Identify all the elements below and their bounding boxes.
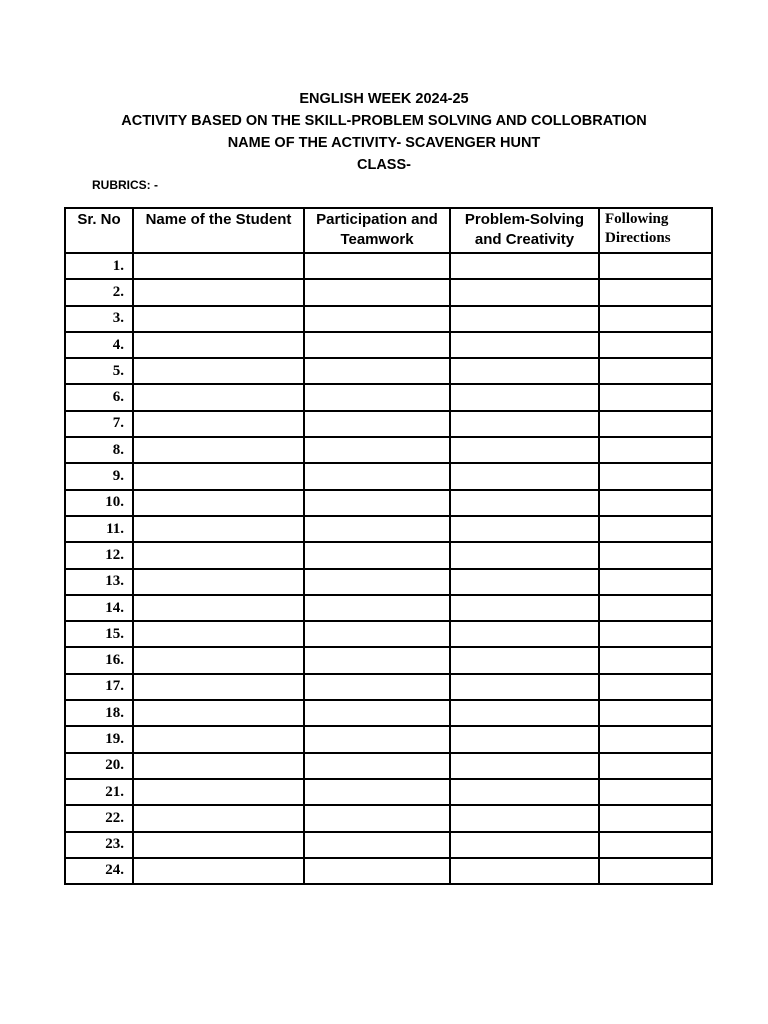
student-name-cell (133, 358, 304, 384)
student-name-cell (133, 674, 304, 700)
table-row (65, 490, 712, 516)
problem-solving-cell (450, 858, 599, 884)
problem-solving-cell (450, 700, 599, 726)
document-heading (0, 88, 768, 176)
participation-cell (304, 647, 450, 673)
row-serial-number: 11. (65, 516, 133, 542)
row-serial-number: 3. (65, 306, 133, 332)
participation-cell (304, 700, 450, 726)
following-directions-cell (599, 805, 712, 831)
problem-solving-cell (450, 490, 599, 516)
table-row (65, 569, 712, 595)
participation-cell (304, 306, 450, 332)
table-row (65, 647, 712, 673)
table-row (65, 306, 712, 332)
student-name-cell (133, 384, 304, 410)
table-row (65, 779, 712, 805)
student-name-cell (133, 647, 304, 673)
table-row (65, 858, 712, 884)
participation-cell (304, 595, 450, 621)
table-row (65, 437, 712, 463)
student-name-cell (133, 858, 304, 884)
following-directions-cell (599, 542, 712, 568)
table-row (65, 279, 712, 305)
problem-solving-cell (450, 621, 599, 647)
problem-solving-cell (450, 542, 599, 568)
following-directions-cell (599, 306, 712, 332)
student-name-cell (133, 621, 304, 647)
table-row (65, 358, 712, 384)
participation-cell (304, 516, 450, 542)
table-row (65, 253, 712, 279)
participation-cell (304, 253, 450, 279)
participation-cell (304, 411, 450, 437)
problem-solving-cell (450, 463, 599, 489)
following-directions-cell (599, 358, 712, 384)
class-label: CLASS- (357, 157, 411, 173)
activity-skill: ACTIVITY BASED ON THE SKILL-PROBLEM SOLVING AND COLLOBRATION (121, 113, 647, 129)
table-row (65, 332, 712, 358)
participation-cell (304, 490, 450, 516)
problem-solving-cell (450, 726, 599, 752)
following-directions-cell (599, 858, 712, 884)
problem-solving-cell (450, 384, 599, 410)
participation-cell (304, 832, 450, 858)
table-row (65, 384, 712, 410)
problem-solving-cell (450, 779, 599, 805)
following-directions-cell (599, 753, 712, 779)
participation-cell (304, 332, 450, 358)
student-name-cell (133, 569, 304, 595)
following-directions-cell (599, 779, 712, 805)
student-name-cell (133, 832, 304, 858)
participation-cell (304, 437, 450, 463)
table-row (65, 674, 712, 700)
student-name-cell (133, 542, 304, 568)
participation-cell (304, 805, 450, 831)
activity-name: NAME OF THE ACTIVITY- SCAVENGER HUNT (227, 135, 541, 151)
participation-cell (304, 569, 450, 595)
table-row (65, 832, 712, 858)
row-serial-number: 8. (65, 437, 133, 463)
student-name-cell (133, 700, 304, 726)
row-serial-number: 10. (65, 490, 133, 516)
student-name-cell (133, 253, 304, 279)
following-directions-cell (599, 621, 712, 647)
student-name-cell (133, 779, 304, 805)
student-name-cell (133, 437, 304, 463)
row-serial-number: 18. (65, 700, 133, 726)
row-serial-number: 7. (65, 411, 133, 437)
table-row (65, 753, 712, 779)
problem-solving-cell (450, 595, 599, 621)
following-directions-cell (599, 647, 712, 673)
participation-cell (304, 674, 450, 700)
participation-cell (304, 779, 450, 805)
rubrics-label: RUBRICS: - (92, 178, 158, 192)
table-row (65, 411, 712, 437)
participation-cell (304, 358, 450, 384)
student-name-cell (133, 753, 304, 779)
row-serial-number: 20. (65, 753, 133, 779)
student-name-cell (133, 726, 304, 752)
header-participation: Participation and Teamwork (304, 208, 450, 253)
participation-cell (304, 384, 450, 410)
row-serial-number: 13. (65, 569, 133, 595)
event-title: ENGLISH WEEK 2024-25 (299, 91, 469, 107)
rubric-table (64, 207, 713, 885)
header-problem-solving: Problem-Solving and Creativity (450, 208, 599, 253)
problem-solving-cell (450, 647, 599, 673)
problem-solving-cell (450, 279, 599, 305)
table-row (65, 805, 712, 831)
problem-solving-cell (450, 332, 599, 358)
following-directions-cell (599, 832, 712, 858)
following-directions-cell (599, 595, 712, 621)
header-sr-no: Sr. No (65, 208, 133, 253)
problem-solving-cell (450, 358, 599, 384)
row-serial-number: 9. (65, 463, 133, 489)
table-row (65, 700, 712, 726)
row-serial-number: 23. (65, 832, 133, 858)
row-serial-number: 17. (65, 674, 133, 700)
table-row (65, 621, 712, 647)
following-directions-cell (599, 700, 712, 726)
participation-cell (304, 726, 450, 752)
following-directions-cell (599, 384, 712, 410)
student-name-cell (133, 332, 304, 358)
table-header-row (65, 208, 712, 253)
row-serial-number: 15. (65, 621, 133, 647)
student-name-cell (133, 490, 304, 516)
participation-cell (304, 542, 450, 568)
problem-solving-cell (450, 805, 599, 831)
student-name-cell (133, 463, 304, 489)
following-directions-cell (599, 569, 712, 595)
following-directions-cell (599, 516, 712, 542)
table-row (65, 595, 712, 621)
student-name-cell (133, 306, 304, 332)
header-student-name: Name of the Student (133, 208, 304, 253)
row-serial-number: 12. (65, 542, 133, 568)
table-row (65, 463, 712, 489)
student-name-cell (133, 279, 304, 305)
problem-solving-cell (450, 516, 599, 542)
table-row (65, 726, 712, 752)
table-row (65, 542, 712, 568)
table-row (65, 516, 712, 542)
problem-solving-cell (450, 253, 599, 279)
row-serial-number: 24. (65, 858, 133, 884)
row-serial-number: 14. (65, 595, 133, 621)
participation-cell (304, 279, 450, 305)
row-serial-number: 2. (65, 279, 133, 305)
row-serial-number: 1. (65, 253, 133, 279)
row-serial-number: 19. (65, 726, 133, 752)
row-serial-number: 5. (65, 358, 133, 384)
following-directions-cell (599, 463, 712, 489)
problem-solving-cell (450, 411, 599, 437)
participation-cell (304, 621, 450, 647)
participation-cell (304, 463, 450, 489)
following-directions-cell (599, 253, 712, 279)
participation-cell (304, 858, 450, 884)
problem-solving-cell (450, 832, 599, 858)
problem-solving-cell (450, 753, 599, 779)
participation-cell (304, 753, 450, 779)
row-serial-number: 6. (65, 384, 133, 410)
row-serial-number: 21. (65, 779, 133, 805)
following-directions-cell (599, 726, 712, 752)
following-directions-cell (599, 279, 712, 305)
student-name-cell (133, 411, 304, 437)
problem-solving-cell (450, 306, 599, 332)
following-directions-cell (599, 437, 712, 463)
problem-solving-cell (450, 437, 599, 463)
student-name-cell (133, 805, 304, 831)
following-directions-cell (599, 674, 712, 700)
row-serial-number: 4. (65, 332, 133, 358)
student-name-cell (133, 516, 304, 542)
following-directions-cell (599, 411, 712, 437)
row-serial-number: 16. (65, 647, 133, 673)
following-directions-cell (599, 332, 712, 358)
student-name-cell (133, 595, 304, 621)
problem-solving-cell (450, 674, 599, 700)
following-directions-cell (599, 490, 712, 516)
row-serial-number: 22. (65, 805, 133, 831)
header-following-directions: Following Directions (599, 208, 712, 253)
problem-solving-cell (450, 569, 599, 595)
